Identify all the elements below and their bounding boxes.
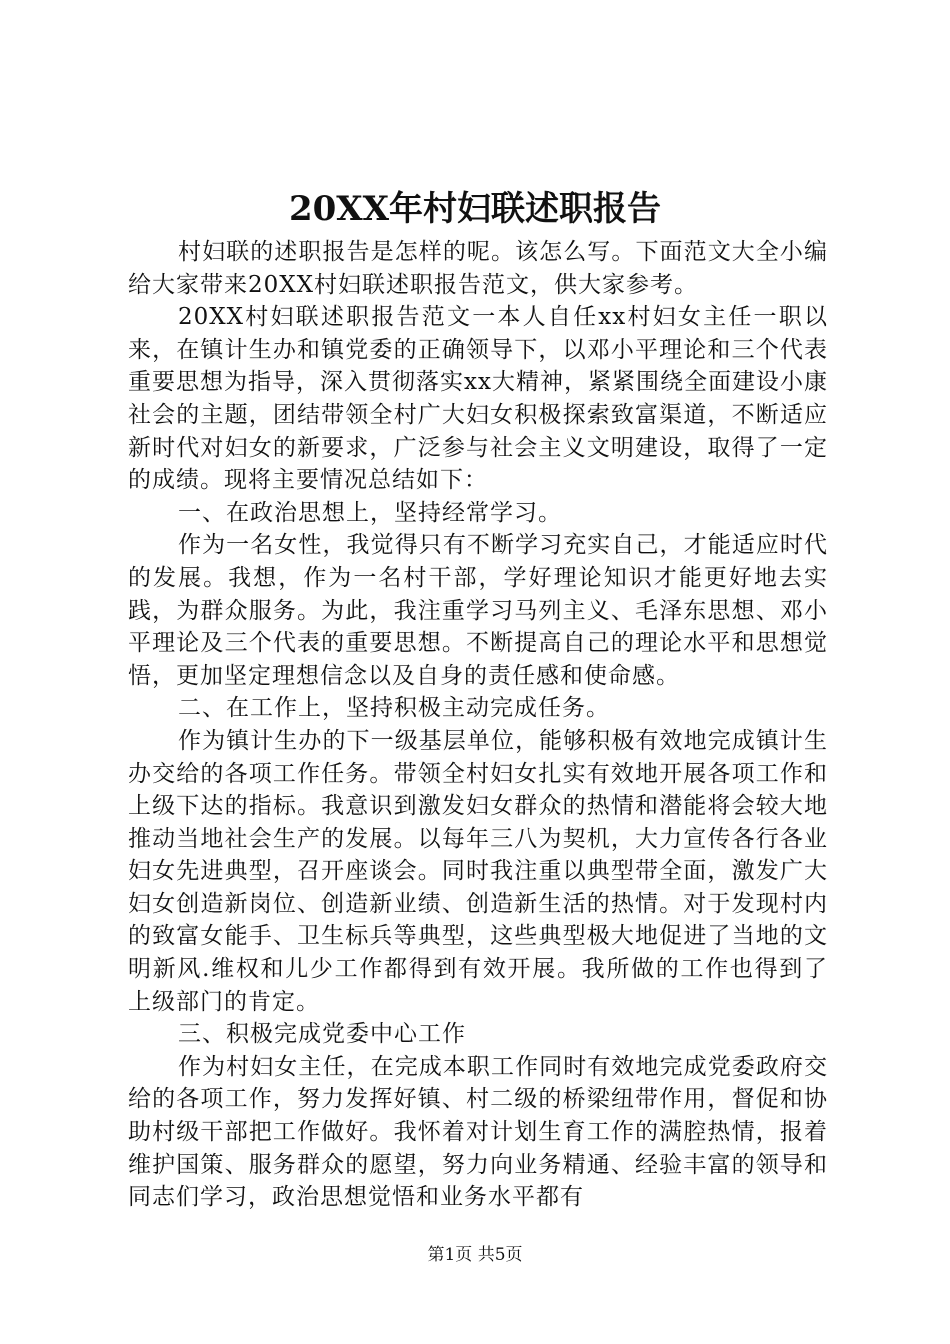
section-heading-3: 三、积极完成党委中心工作 xyxy=(178,1021,466,1048)
document-body xyxy=(128,236,828,1214)
paragraph-opening: 20XX村妇联述职报告范文一本人自任xx村妇女主任一职以来，在镇计生办和镇党委的正确领导下，以邓小平理论和三个代表重要思想为指导，深入贯彻落实xx大精神，紧紧围绕全面建设小康社会的主题，团结带领全村广大妇女积极探索致富渠道，不断适应新时代对妇女的新要求，广泛参与社会主义文明建设，取得了一定的成绩。现将主要情况总结如下： xyxy=(128,304,828,494)
paragraph-intro: 村妇联的述职报告是怎样的呢。该怎么写。下面范文大全小编给大家带来20XX村妇联述职报告范文，供大家参考。 xyxy=(128,239,828,298)
section-heading-2: 二、在工作上，坚持积极主动完成任务。 xyxy=(178,695,610,722)
paragraph-section-3: 作为村妇女主任，在完成本职工作同时有效地完成党委政府交给的各项工作，努力发挥好镇、村二级的桥梁纽带作用，督促和协助村级干部把工作做好。我怀着对计划生育工作的满腔热情，报着维护国策、服务群众的愿望，努力向业务精通、经验丰富的领导和同志们学习，政治思想觉悟和业务水平都有 xyxy=(128,1053,828,1211)
page-footer: 第1页 共5页 xyxy=(427,1245,523,1265)
section-heading-1: 一、在政治思想上，坚持经常学习。 xyxy=(178,499,562,526)
paragraph-section-1: 作为一名女性，我觉得只有不断学习充实自己，才能适应时代的发展。我想，作为一名村干部，学好理论知识才能更好地去实践，为群众服务。为此，我注重学习马列主义、毛泽东思想、邓小平理论及三个代表的重要思想。不断提高自己的理论水平和思想觉悟，更加坚定理想信念以及自身的责任感和使命感。 xyxy=(128,532,828,689)
paragraph-section-2: 作为镇计生办的下一级基层单位，能够积极有效地完成镇计生办交给的各项工作任务。带领全村妇女扎实有效地开展各项工作和上级下达的指标。我意识到激发妇女群众的热情和潜能将会较大地推动当地社会生产的发展。以每年三八为契机，大力宣传各行各业妇女先进典型，召开座谈会。同时我注重以典型带全面，激发广大妇女创造新岗位、创造新业绩、创造新生活的热情。对于发现村内的致富女能手、卫生标兵等典型，这些典型极大地促进了当地的文明新风.维权和儿少工作都得到有效开展。我所做的工作也得到了上级部门的肯定。 xyxy=(128,727,828,1015)
document-title: 20XX年村妇联述职报告 xyxy=(288,189,662,229)
